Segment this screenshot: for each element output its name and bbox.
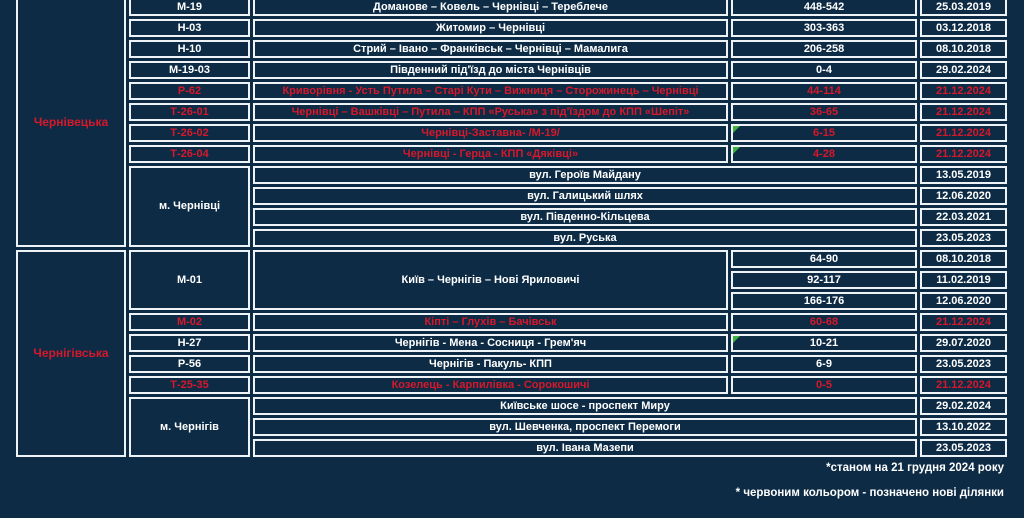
road-code-cell: М-19 [129,0,250,16]
km-cell: 166-176 [731,292,917,310]
street-cell: вул. Шевченка, проспект Перемоги [253,418,917,436]
table-row [16,397,1007,415]
footnote-red-legend: * червоним кольором - позначено нові ділянки [735,487,1004,499]
date-cell: 23.05.2023 [920,439,1007,457]
road-code-cell: М-19-03 [129,61,250,79]
road-code-cell: Н-10 [129,40,250,58]
table-row [16,103,1007,121]
table-row [16,61,1007,79]
table-row [16,166,1007,184]
region-cell: Чернівецька [16,0,126,247]
km-cell: 44-114 [731,82,917,100]
km-cell: 206-258 [731,40,917,58]
date-cell: 21.12.2024 [920,82,1007,100]
road-code-cell: Т-26-02 [129,124,250,142]
road-code-cell: Т-25-35 [129,376,250,394]
km-value: 6-15 [812,126,836,139]
route-cell: Чернівці – Вашківці – Путила – КПП «Руська» з під'їздом до КПП «Шепіт» [253,103,728,121]
date-cell: 29.07.2020 [920,334,1007,352]
table-row [16,0,1007,16]
green-corner-marker [733,147,740,154]
date-cell: 23.05.2023 [920,229,1007,247]
km-cell: 0-5 [731,376,917,394]
date-cell: 08.10.2018 [920,40,1007,58]
date-cell: 23.05.2023 [920,355,1007,373]
date-cell: 21.12.2024 [920,124,1007,142]
roads-table [13,0,1010,460]
roads-table-container [13,0,1010,460]
route-cell: Київ – Чернігів – Нові Яриловичі [253,250,728,310]
road-code-cell: М-01 [129,250,250,310]
table-row [16,250,1007,268]
table-row [16,313,1007,331]
road-code-cell: Т-26-01 [129,103,250,121]
km-value: 4-28 [812,147,836,160]
km-value: 10-21 [809,336,839,349]
km-cell: 303-363 [731,19,917,37]
route-cell: Чернігів - Пакуль- КПП [253,355,728,373]
street-cell: вул. Південно-Кільцева [253,208,917,226]
date-cell: 03.12.2018 [920,19,1007,37]
date-cell: 08.10.2018 [920,250,1007,268]
date-cell: 22.03.2021 [920,208,1007,226]
date-cell: 12.06.2020 [920,292,1007,310]
date-cell: 29.02.2024 [920,61,1007,79]
date-cell: 21.12.2024 [920,103,1007,121]
km-cell [731,124,917,142]
street-cell: Київське шосе - проспект Миру [253,397,917,415]
footnote-date: *станом на 21 грудня 2024 року [826,462,1004,474]
km-cell: 448-542 [731,0,917,16]
date-cell: 21.12.2024 [920,145,1007,163]
street-cell: вул. Івана Мазепи [253,439,917,457]
km-cell [731,145,917,163]
table-row [16,355,1007,373]
region-cell: Чернігівська [16,250,126,457]
city-cell: м. Чернівці [129,166,250,247]
road-code-cell: Р-56 [129,355,250,373]
km-cell: 0-4 [731,61,917,79]
route-cell: Кіпті – Глухів – Бачівськ [253,313,728,331]
footnotes [736,462,1004,512]
date-cell: 21.12.2024 [920,376,1007,394]
table-row [16,145,1007,163]
route-cell: Криворівня - Усть Путила – Старі Кути – Вижниця – Сторожинець – Чернівці [253,82,728,100]
route-cell: Козелець - Карпилівка - Сорокошичі [253,376,728,394]
date-cell: 25.03.2019 [920,0,1007,16]
road-code-cell: М-02 [129,313,250,331]
km-cell: 6-9 [731,355,917,373]
km-cell: 64-90 [731,250,917,268]
table-row [16,19,1007,37]
city-cell: м. Чернігів [129,397,250,457]
table-row [16,124,1007,142]
km-cell [731,334,917,352]
km-cell: 36-65 [731,103,917,121]
green-corner-marker [733,126,740,133]
road-code-cell: Р-62 [129,82,250,100]
route-cell: Чернівці-Заставна- /М-19/ [253,124,728,142]
route-cell: Стрий – Івано – Франківськ – Чернівці – Мамалига [253,40,728,58]
green-corner-marker [733,336,740,343]
table-row [16,334,1007,352]
route-cell: Південний під'їзд до міста Чернівців [253,61,728,79]
street-cell: вул. Руська [253,229,917,247]
km-cell: 92-117 [731,271,917,289]
date-cell: 21.12.2024 [920,313,1007,331]
road-code-cell: Т-26-04 [129,145,250,163]
date-cell: 13.05.2019 [920,166,1007,184]
route-cell: Чернігів - Мена - Сосниця - Грем'яч [253,334,728,352]
date-cell: 13.10.2022 [920,418,1007,436]
table-row [16,40,1007,58]
route-cell: Чернівці - Герца - КПП «Дяківці» [253,145,728,163]
route-cell: Житомир – Чернівці [253,19,728,37]
road-code-cell: Н-03 [129,19,250,37]
date-cell: 12.06.2020 [920,187,1007,205]
route-cell: Доманове – Ковель – Чернівці – Тереблече [253,0,728,16]
date-cell: 11.02.2019 [920,271,1007,289]
street-cell: вул. Героїв Майдану [253,166,917,184]
table-row [16,376,1007,394]
table-row [16,82,1007,100]
date-cell: 29.02.2024 [920,397,1007,415]
road-code-cell: Н-27 [129,334,250,352]
km-cell: 60-68 [731,313,917,331]
street-cell: вул. Галицький шлях [253,187,917,205]
